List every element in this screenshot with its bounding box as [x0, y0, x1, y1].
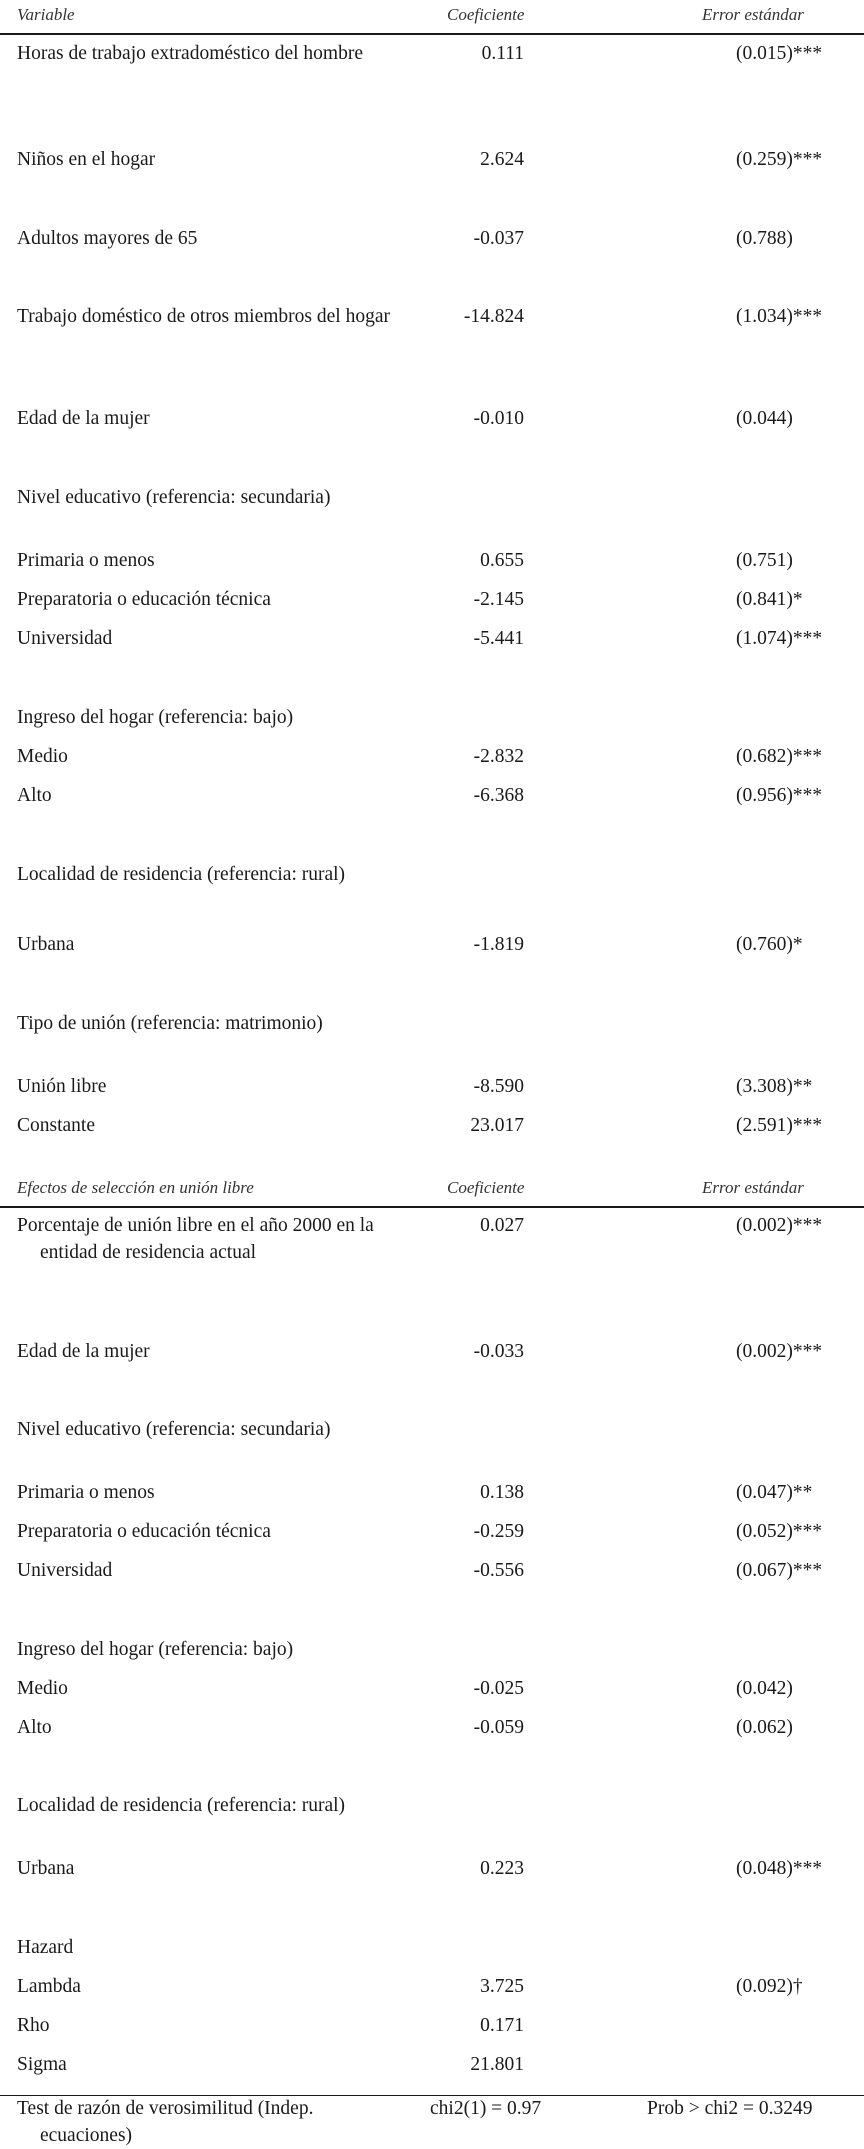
lr-test-label: Test de razón de verosimilitud (Indep. ecuaciones)	[17, 2098, 314, 2146]
variable-label: Edad de la mujer	[17, 408, 150, 429]
standard-error-value: (0.048)***	[736, 1858, 823, 1879]
coefficient-value: 0.171	[480, 2015, 524, 2036]
coefficient-value: -0.025	[473, 1678, 524, 1699]
header-se: Error estándar	[702, 1178, 804, 1197]
variable-label: Sigma	[17, 2054, 67, 2075]
standard-error-value: (0.788)	[736, 228, 793, 249]
variable-label: Tipo de unión (referencia: matrimonio)	[17, 1013, 323, 1034]
coefficient-value: -14.824	[463, 306, 524, 327]
variable-label: Lambda	[17, 1976, 81, 1997]
standard-error-value: (1.074)***	[736, 628, 823, 649]
lr-test-prob: Prob > chi2 = 0.3249	[647, 2098, 813, 2119]
coefficient-value: 23.017	[470, 1115, 524, 1136]
variable-label: Preparatoria o educación técnica	[17, 1521, 271, 1542]
header-coef: Coeficiente	[447, 5, 525, 24]
variable-label: Edad de la mujer	[17, 1341, 150, 1362]
variable-label: Localidad de residencia (referencia: rural)	[17, 1795, 346, 1816]
variable-label: Unión libre	[17, 1076, 107, 1097]
variable-label: Trabajo doméstico de otros miembros del hogar	[17, 306, 390, 327]
variable-label: Alto	[17, 785, 52, 806]
coefficient-value: -8.590	[473, 1076, 524, 1097]
coefficient-value: 2.624	[480, 149, 524, 170]
variable-label: Ingreso del hogar (referencia: bajo)	[17, 1639, 294, 1660]
header1-rule	[0, 33, 864, 35]
coefficient-value: -0.010	[473, 408, 524, 429]
coefficient-value: -0.059	[473, 1717, 524, 1738]
variable-label: Universidad	[17, 1560, 113, 1581]
standard-error-value: (0.067)***	[736, 1560, 823, 1581]
standard-error-value: (0.042)	[736, 1678, 793, 1699]
coefficient-value: -2.832	[473, 746, 524, 767]
coefficient-value: 0.223	[480, 1858, 524, 1879]
header-se: Error estándar	[702, 5, 804, 24]
coefficient-value: -6.368	[473, 785, 524, 806]
standard-error-value: (0.682)***	[736, 746, 823, 767]
variable-label: Nivel educativo (referencia: secundaria)	[17, 487, 331, 508]
standard-error-value: (0.047)**	[736, 1482, 813, 1503]
standard-error-value: (0.760)*	[736, 934, 803, 955]
standard-error-value: (0.002)***	[736, 1341, 823, 1362]
standard-error-value: (3.308)**	[736, 1076, 813, 1097]
coefficient-value: -0.037	[473, 228, 524, 249]
coefficient-value: -0.033	[473, 1341, 524, 1362]
header-variable: Variable	[17, 5, 75, 24]
variable-label: Primaria o menos	[17, 1482, 155, 1503]
variable-label: Primaria o menos	[17, 550, 155, 571]
variable-label: Rho	[17, 2015, 50, 2036]
variable-label: Localidad de residencia (referencia: rural)	[17, 864, 346, 885]
standard-error-value: (0.841)*	[736, 589, 803, 610]
coefficient-value: 3.725	[480, 1976, 524, 1997]
standard-error-value: (0.044)	[736, 408, 793, 429]
coefficient-value: -5.441	[473, 628, 524, 649]
header-variable: Efectos de selección en unión libre	[17, 1178, 254, 1197]
standard-error-value: (0.259)***	[736, 149, 823, 170]
standard-error-value: (0.002)***	[736, 1215, 823, 1236]
coefficient-value: -2.145	[473, 589, 524, 610]
standard-error-value: (1.034)***	[736, 306, 823, 327]
coefficient-value: -0.259	[473, 1521, 524, 1542]
standard-error-value: (0.052)***	[736, 1521, 823, 1542]
header-coef: Coeficiente	[447, 1178, 525, 1197]
coefficient-value: 0.111	[481, 43, 524, 64]
variable-label: Alto	[17, 1717, 52, 1738]
header2-rule	[0, 1206, 864, 1208]
variable-label: Medio	[17, 746, 68, 767]
variable-label: Adultos mayores de 65	[17, 228, 198, 249]
variable-label: Niños en el hogar	[17, 149, 156, 170]
standard-error-value: (2.591)***	[736, 1115, 823, 1136]
variable-label: Nivel educativo (referencia: secundaria)	[17, 1419, 331, 1440]
coefficient-value: -1.819	[473, 934, 524, 955]
variable-label: Hazard	[17, 1937, 74, 1958]
variable-label: Horas de trabajo extradoméstico del hombre	[17, 43, 364, 64]
standard-error-value: (0.956)***	[736, 785, 823, 806]
variable-label: Universidad	[17, 628, 113, 649]
lr-test-chi2: chi2(1) = 0.97	[430, 2098, 542, 2119]
variable-label: Medio	[17, 1678, 68, 1699]
variable-label: Urbana	[17, 1858, 75, 1879]
standard-error-value: (0.092)†	[736, 1976, 803, 1997]
variable-label: Constante	[17, 1115, 95, 1136]
coefficient-value: 0.655	[480, 550, 524, 571]
variable-label: Ingreso del hogar (referencia: bajo)	[17, 707, 294, 728]
standard-error-value: (0.751)	[736, 550, 793, 571]
variable-label: Urbana	[17, 934, 75, 955]
coefficient-value: 0.027	[480, 1215, 524, 1236]
variable-label: Porcentaje de unión libre en el año 2000 en la entidad de residencia actual	[17, 1215, 374, 1263]
standard-error-value: (0.015)***	[736, 43, 823, 64]
standard-error-value: (0.062)	[736, 1717, 793, 1738]
coefficient-value: -0.556	[473, 1560, 524, 1581]
coefficient-value: 21.801	[470, 2054, 524, 2075]
coefficient-value: 0.138	[480, 1482, 524, 1503]
variable-label: Preparatoria o educación técnica	[17, 589, 271, 610]
